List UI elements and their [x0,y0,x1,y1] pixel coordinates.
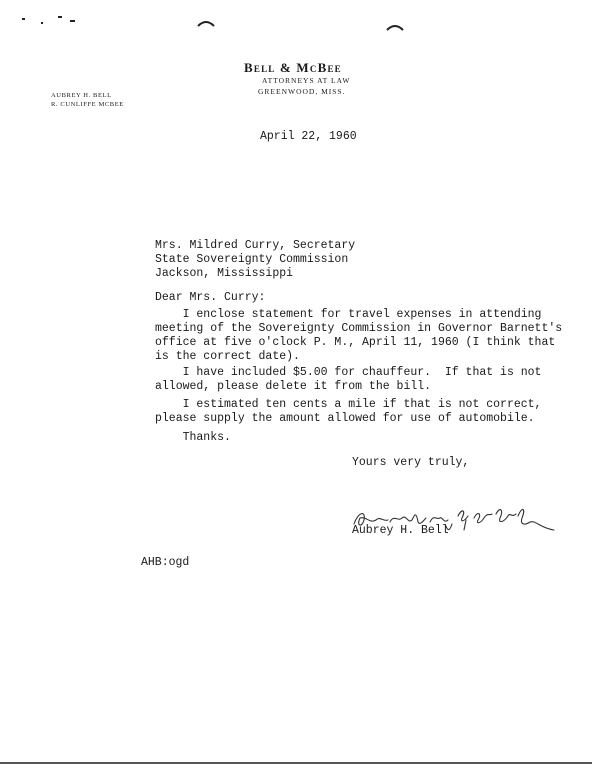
body-paragraph [155,366,542,394]
body-paragraph [155,308,563,364]
body-line: I have included $5.00 for chauffeur. If that is not [155,366,542,379]
body-paragraph [155,431,495,445]
body-line: office at five o'clock P. M., April 11, 1960 (I think that [155,336,556,349]
scan-speck [22,18,25,20]
letter-date: April 22, 1960 [260,130,357,143]
recipient-line: Mrs. Mildred Curry, Secretary [155,239,356,252]
body-paragraph [155,398,542,426]
partner-name: AUBREY H. BELL [51,92,112,99]
body-line: allowed, please delete it from the bill. [155,380,432,393]
firm-subtitle: ATTORNEYS AT LAW [262,76,351,85]
body-line: please supply the amount allowed for use of automobile. [155,412,535,425]
body-line: I estimated ten cents a mile if that is not correct, [155,398,542,411]
partner-name: R. CUNLIFFE MCBEE [51,101,124,108]
scan-speck [58,16,62,18]
recipient-line: Jackson, Mississippi [155,267,294,280]
body-line: I enclose statement for travel expenses in attending [155,308,542,321]
signature-name: Aubrey H. Bell [352,524,449,537]
punch-hole-mark [196,18,216,28]
scan-edge [0,762,592,764]
scan-speck [70,20,75,22]
typist-initials: AHB:ogd [141,556,190,569]
closing: Yours very truly, [352,456,470,469]
firm-location: GREENWOOD, MISS. [258,87,346,96]
firm-name: Bell & McBee [244,60,342,75]
scan-speck [41,22,43,24]
body-line: is the correct date). [155,350,300,363]
body-line: meeting of the Sovereignty Commission in Governor Barnett's [155,322,563,335]
salutation: Dear Mrs. Curry: [155,291,266,304]
body-line: Thanks. [155,431,231,444]
recipient-line: State Sovereignty Commission [155,253,349,266]
punch-hole-mark [385,22,405,32]
